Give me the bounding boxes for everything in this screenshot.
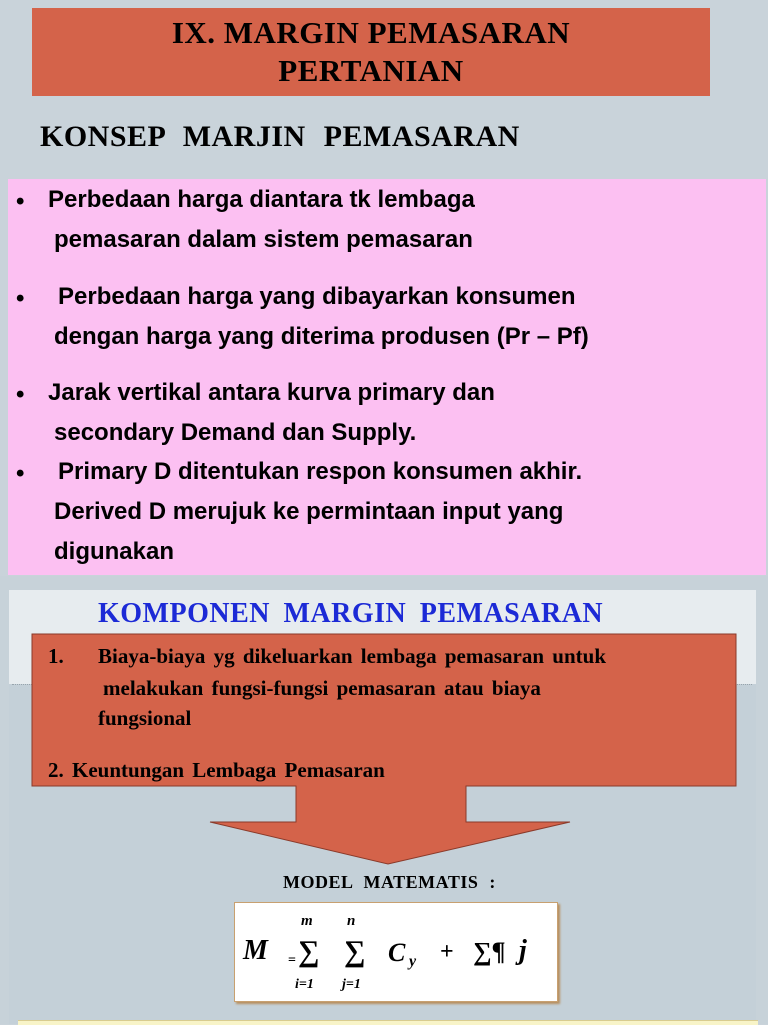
slide-komponen (0, 576, 768, 1024)
formula-j: j (519, 935, 527, 966)
komponen-title: KOMPONEN MARGIN PEMASARAN (98, 598, 604, 629)
formula-upper-n: n (347, 913, 356, 929)
bullet-text-line: secondary Demand dan Supply. (54, 419, 417, 446)
formula-upper-m: m (301, 913, 313, 929)
bullet-marker: • (16, 188, 25, 215)
formula-sigma: ∑ (298, 935, 320, 968)
formula-C: C (388, 938, 406, 967)
formula-profit-sum: ∑¶ (473, 937, 506, 966)
list-item-line: fungsional (98, 706, 192, 730)
bullet-marker: • (16, 381, 25, 408)
title-line-1: IX. MARGIN PEMASARAN (171, 15, 571, 50)
bullet-text-line: pemasaran dalam sistem pemasaran (54, 226, 473, 253)
bullet-text-line: Jarak vertikal antara kurva primary dan (48, 379, 495, 406)
formula-plus: + (440, 939, 454, 965)
bullet-panel (8, 179, 766, 575)
bullet-text-line: Primary D ditentukan respon konsumen akhir. (58, 458, 583, 485)
bottom-strip (18, 1020, 758, 1025)
bullet-text-line: digunakan (54, 538, 175, 565)
bullet-text-line: dengan harga yang diterima produsen (Pr – Pf) (54, 323, 589, 350)
model-label: MODEL MATEMATIS : (283, 872, 496, 892)
bullet-text-line: Perbedaan harga diantara tk lembaga (48, 186, 475, 213)
bullet-text-line: Derived D merujuk ke permintaan input yang (54, 498, 564, 525)
formula-box (234, 902, 558, 1002)
section-heading: KONSEP MARJIN PEMASARAN (40, 120, 520, 153)
list-item-line: melakukan fungsi-fungsi pemasaran atau biaya (103, 676, 541, 700)
title-line-2: PERTANIAN (278, 53, 464, 88)
formula-subscript: y (409, 953, 417, 970)
formula-M: M (243, 935, 268, 966)
list-item-2: 2. Keuntungan Lembaga Pemasaran (48, 758, 385, 782)
formula-lower-i: i=1 (295, 977, 314, 992)
bullet-marker: • (16, 285, 25, 312)
formula-sigma: ∑ (344, 935, 366, 968)
formula-equals: = (288, 953, 296, 968)
bullet-text-line: Perbedaan harga yang dibayarkan konsumen (58, 283, 576, 310)
title-banner (32, 8, 710, 96)
formula-lower-j: j=1 (342, 977, 361, 992)
list-item-line: Biaya-biaya yg dikeluarkan lembaga pemasaran untuk (98, 644, 607, 668)
bullet-marker: • (16, 460, 25, 487)
list-number: 1. (48, 644, 64, 668)
